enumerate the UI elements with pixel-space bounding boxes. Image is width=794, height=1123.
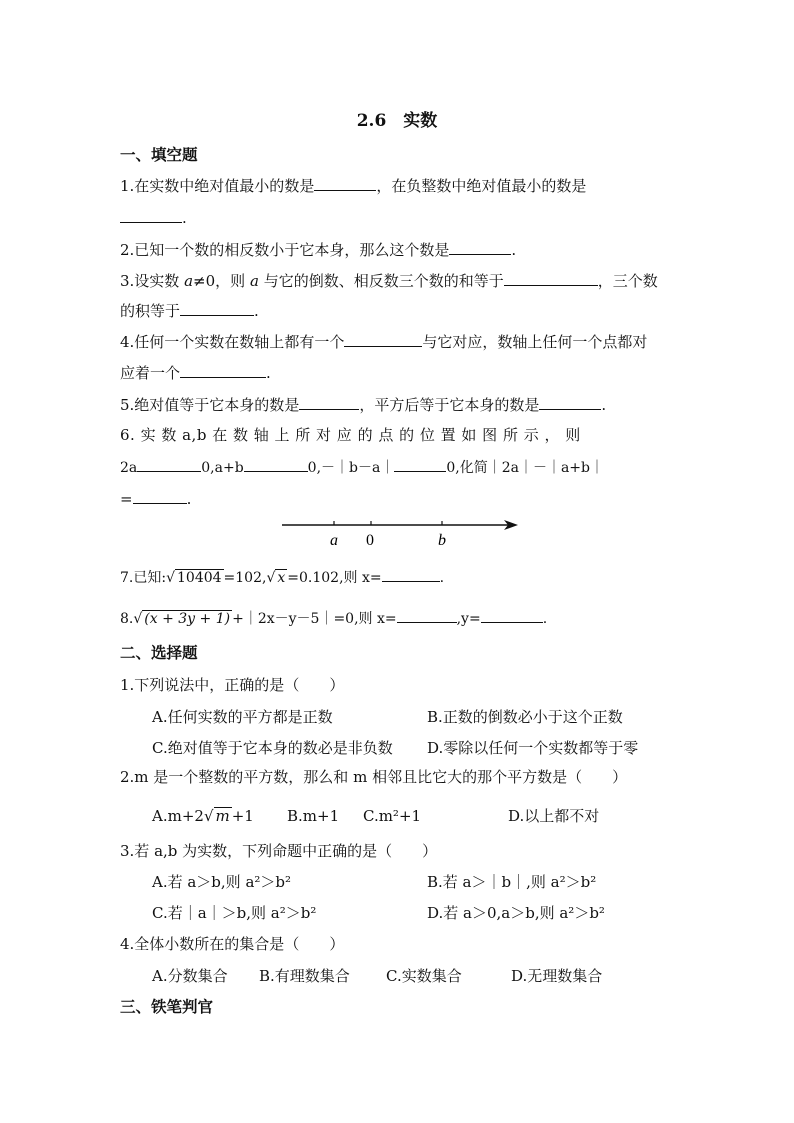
blank bbox=[120, 206, 182, 223]
q6-text-c: 0,a+b bbox=[201, 460, 244, 476]
blank bbox=[133, 487, 187, 504]
blank bbox=[394, 455, 446, 472]
choice-q4-option-a: A.分数集合 bbox=[152, 967, 228, 985]
q2-option-a-tail: +1 bbox=[231, 807, 254, 825]
fill-q1-line2: . bbox=[120, 206, 187, 229]
choice-q3-option-c: C.若｜a｜＞b,则 a²＞b² bbox=[152, 904, 317, 922]
choice-q1-option-d: D.零除以任何一个实数都等于零 bbox=[427, 739, 639, 757]
fill-q3-line2: 的积等于 . bbox=[120, 299, 259, 322]
section-fill-heading: 一、填空题 bbox=[120, 146, 198, 164]
fill-q1-line1 bbox=[120, 174, 586, 197]
section-judge-heading: 三、铁笔判官 bbox=[120, 998, 214, 1016]
blank bbox=[382, 565, 440, 582]
blank bbox=[539, 393, 601, 410]
q8-text-a: 8. bbox=[120, 611, 134, 627]
q5-text-a: 5.绝对值等于它本身的数是 bbox=[120, 396, 300, 414]
choice-q3-option-d: D.若 a＞0,a＞b,则 a²＞b² bbox=[427, 904, 605, 922]
sqrt-radicand-m: m bbox=[215, 807, 230, 825]
blank bbox=[397, 606, 457, 623]
blank bbox=[244, 455, 308, 472]
q6-text-e: 0,化简｜2a｜－｜a+b｜ bbox=[446, 460, 604, 476]
q8-text-b: +｜2x－y－5｜=0,则 x= bbox=[232, 611, 397, 627]
choice-q4-option-d: D.无理数集合 bbox=[511, 967, 603, 985]
number-line-figure bbox=[282, 512, 522, 552]
q5-text-b: ，平方后等于它本身的数是 bbox=[359, 396, 540, 414]
fill-q6-line1: 6. 实 数 a,b 在 数 轴 上 所 对 应 的 点 的 位 置 如 图 所 示 ， 则 bbox=[120, 426, 581, 444]
label-zero: 0 bbox=[366, 532, 374, 549]
blank bbox=[299, 393, 359, 410]
q2-text: 2.已知一个数的相反数小于它本身，那么这个数是 bbox=[120, 241, 450, 259]
q1-text-a: 1.在实数中绝对值最小的数是 bbox=[120, 177, 315, 195]
blank bbox=[180, 361, 266, 378]
choice-q1: 1.下列说法中，正确的是（ ） bbox=[120, 676, 345, 694]
q6-text-b: 2a bbox=[120, 460, 138, 476]
fill-q7: 7.已知:√ 10404 =102,√ x =0.102,则 x= . bbox=[120, 565, 444, 589]
blank bbox=[481, 606, 543, 623]
choice-q2-option-c: C.m²+1 bbox=[363, 807, 422, 825]
q3-text-e: 的积等于 bbox=[120, 302, 181, 320]
label-b: b bbox=[438, 532, 446, 549]
choice-q4: 4.全体小数所在的集合是（ ） bbox=[120, 935, 345, 953]
choice-q4-option-c: C.实数集合 bbox=[386, 967, 462, 985]
label-a: a bbox=[330, 532, 338, 549]
blank bbox=[180, 299, 254, 316]
choice-q1-option-a: A.任何实数的平方都是正数 bbox=[152, 708, 333, 726]
q8-text-c: ,y= bbox=[456, 611, 481, 627]
sqrt-radicand-2: x bbox=[277, 570, 286, 586]
sqrt-radicand-3: (x + 3y + 1) bbox=[144, 611, 231, 627]
choice-q3-option-a: A.若 a＞b,则 a²＞b² bbox=[152, 873, 292, 891]
blank bbox=[137, 455, 201, 472]
q4-text-a: 4.任何一个实数在数轴上都有一个 bbox=[120, 333, 345, 351]
choice-q3-option-b: B.若 a＞｜b｜,则 a²＞b² bbox=[427, 873, 597, 891]
q3-text-c: 与它的倒数、相反数三个数的和等于 bbox=[263, 272, 504, 290]
fill-q4-line2: 应着一个 . bbox=[120, 361, 271, 384]
q2-option-a-text: A.m+2 bbox=[152, 807, 204, 825]
choice-q2-option-b: B.m+1 bbox=[287, 807, 340, 825]
fill-q6-line3: = . bbox=[120, 487, 191, 510]
choice-q2-option-d: D.以上都不对 bbox=[508, 807, 600, 825]
choice-q3: 3.若 a,b 为实数，下列命题中正确的是（ ） bbox=[120, 842, 438, 860]
blank bbox=[504, 269, 598, 286]
blank bbox=[449, 238, 511, 255]
fill-q4-line1 bbox=[120, 330, 647, 353]
fill-q6-line2 bbox=[120, 455, 604, 479]
blank bbox=[314, 174, 376, 191]
section-choice-heading: 二、选择题 bbox=[120, 644, 198, 662]
choice-q1-option-b: B.正数的倒数必小于这个正数 bbox=[427, 708, 623, 726]
q6-text-f: = bbox=[120, 490, 133, 508]
page-title: 2.6 实数 bbox=[356, 111, 438, 131]
fill-q3-line1: 3.设实数 a≠0，则 a 与它的倒数、相反数三个数的和等于 ，三个数 bbox=[120, 269, 658, 292]
choice-q4-option-b: B.有理数集合 bbox=[259, 967, 350, 985]
q3-text-d: ，三个数 bbox=[597, 272, 658, 290]
fill-q2: 2.已知一个数的相反数小于它本身，那么这个数是 . bbox=[120, 238, 516, 261]
q4-text-b: 与它对应，数轴上任何一个点都对 bbox=[422, 333, 648, 351]
choice-q1-option-c: C.绝对值等于它本身的数必是非负数 bbox=[152, 739, 393, 757]
q1-text-b: ，在负整数中绝对值最小的数是 bbox=[376, 177, 587, 195]
choice-q2: 2.m 是一个整数的平方数，那么和 m 相邻且比它大的那个平方数是（ ） bbox=[120, 768, 628, 786]
fill-q8: 8.√ (x + 3y + 1) +｜2x－y－5｜=0,则 x= ,y= . bbox=[120, 606, 547, 630]
blank bbox=[344, 330, 422, 347]
q4-text-c: 应着一个 bbox=[120, 364, 181, 382]
sqrt-radicand-1: 10404 bbox=[177, 570, 222, 586]
q7-text-c: =0.102,则 x= bbox=[287, 570, 382, 586]
choice-q2-option-a: A.m+2√ m +1 bbox=[152, 807, 254, 825]
q3-text-b: ，则 bbox=[215, 272, 246, 290]
q7-text-b: =102, bbox=[223, 570, 267, 586]
q7-text-a: 7.已知: bbox=[120, 570, 167, 586]
q6-text-d: 0,－｜b－a｜ bbox=[307, 460, 395, 476]
q3-text-a: 3.设实数 bbox=[120, 272, 180, 290]
fill-q5: 5.绝对值等于它本身的数是 ，平方后等于它本身的数是 . bbox=[120, 393, 606, 416]
